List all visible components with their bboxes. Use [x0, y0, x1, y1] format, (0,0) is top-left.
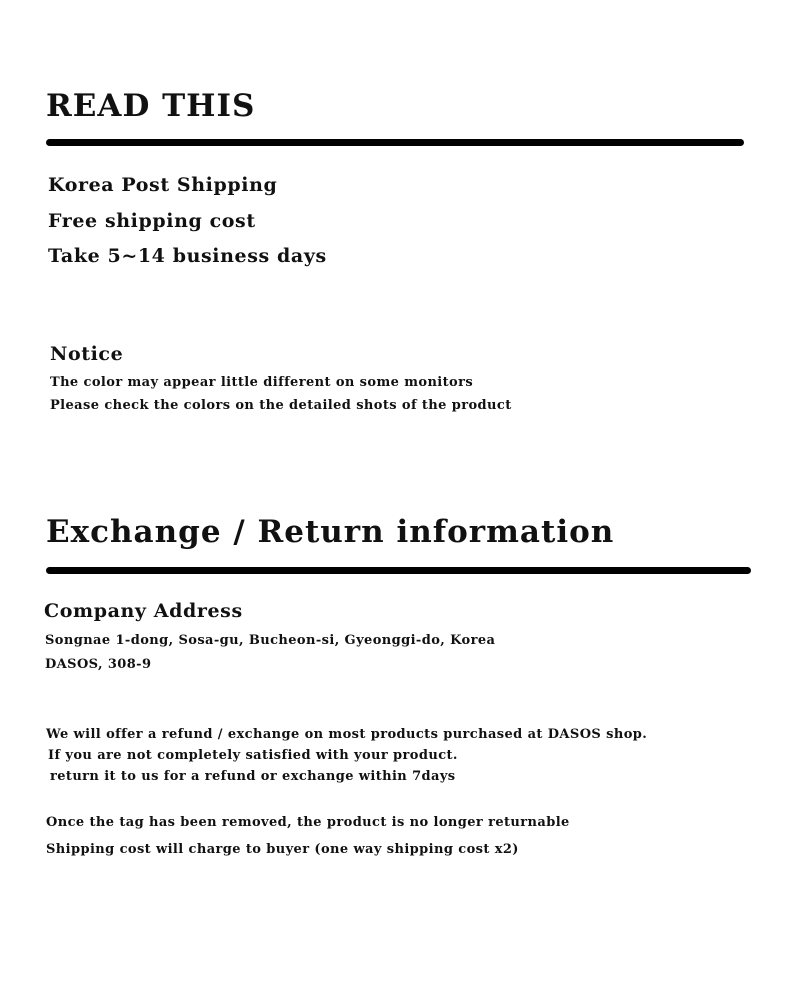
shipping-cost: Free shipping cost — [48, 210, 256, 232]
notice-line-monitor: The color may appear little different on some monitors — [50, 375, 474, 390]
address-line-street: Songnae 1-dong, Sosa-gu, Bucheon-si, Gyeonggi-do, Korea — [45, 633, 496, 648]
policy-line-satisfaction: If you are not completely satisfied with your product. — [48, 748, 458, 763]
shipping-method: Korea Post Shipping — [48, 174, 278, 196]
company-address-heading: Company Address — [44, 600, 243, 622]
shipping-duration: Take 5~14 business days — [48, 245, 327, 267]
policy-line-7days: return it to us for a refund or exchange within 7days — [50, 769, 456, 784]
shipping-charge-line: Shipping cost will charge to buyer (one way shipping cost x2) — [46, 842, 519, 857]
address-line-building: DASOS, 308-9 — [45, 657, 152, 672]
notice-heading: Notice — [50, 343, 124, 365]
policy-line-refund: We will offer a refund / exchange on most products purchased at DASOS shop. — [46, 727, 648, 742]
exchange-heading: Exchange / Return information — [46, 514, 615, 550]
tag-removed-line: Once the tag has been removed, the product is no longer returnable — [46, 815, 570, 830]
exchange-divider — [46, 567, 751, 574]
read-this-heading: READ THIS — [46, 88, 256, 124]
notice-line-detail-shots: Please check the colors on the detailed shots of the product — [50, 398, 512, 413]
read-this-divider — [46, 139, 744, 146]
